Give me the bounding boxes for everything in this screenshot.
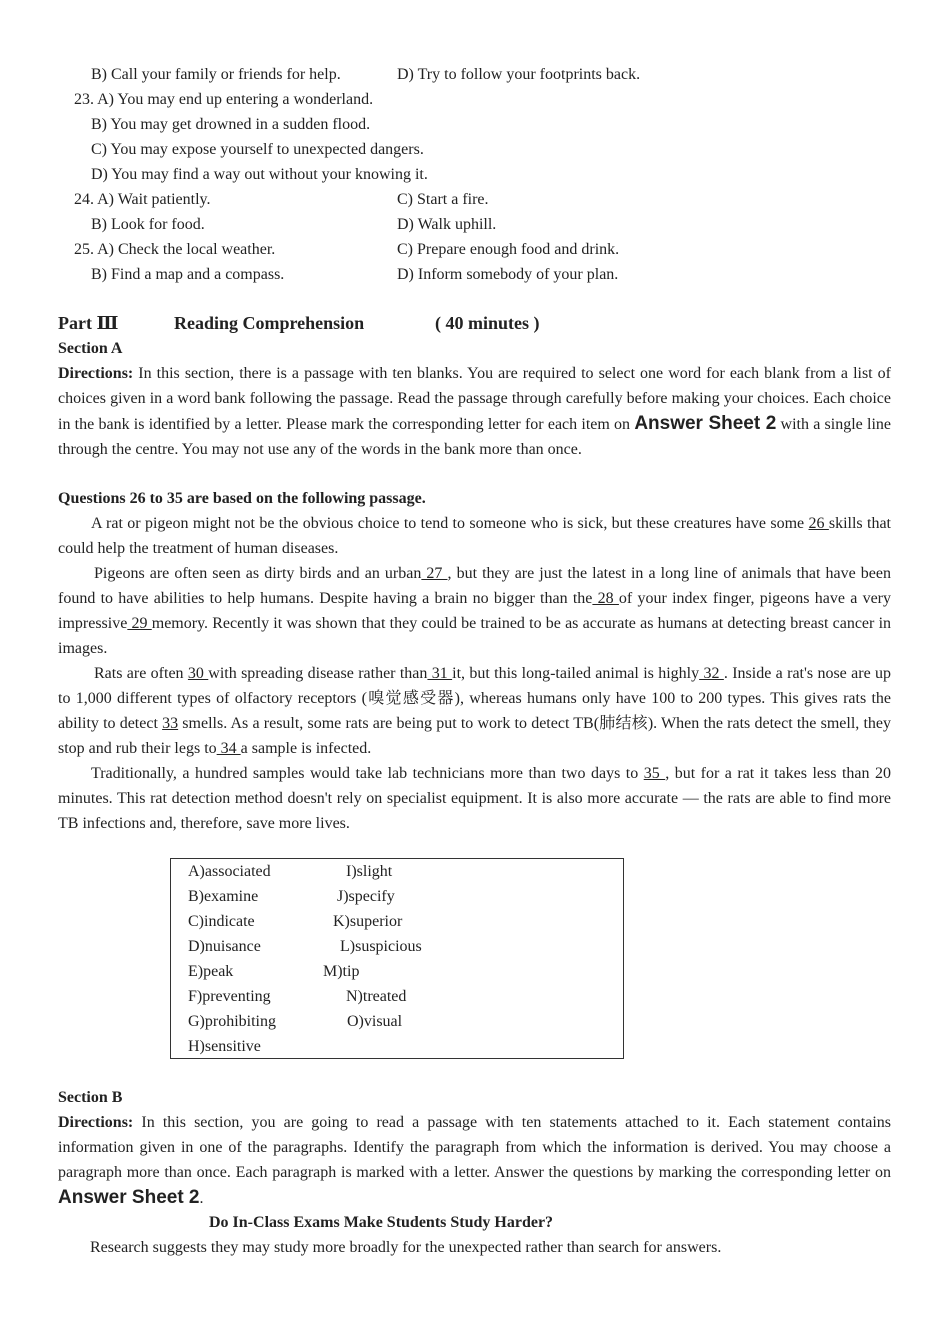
bank-word: G)prohibiting bbox=[188, 1013, 276, 1030]
directions-label: Directions: bbox=[58, 365, 134, 382]
directions-text: In this section, you are going to read a passage with ten statements attached to it. Each statement contains information given in one of the paragraphs. Identify the paragraph from which the information is derived. You may choose a paragraph more than once. Each paragraph is marked with a letter. Answer the questions by marking the corresponding letter on bbox=[58, 1114, 891, 1181]
p3-text-e: . Inside a rat's nose are up to 1,000 different types of olfactory receptors (嗅觉感受器), whereas humans only have 100 to 200 types. This gives rats the ability to detect bbox=[58, 665, 892, 732]
bank-word: E)peak bbox=[188, 963, 234, 980]
q24-option-b: B) Look for food. bbox=[91, 216, 205, 233]
word-bank bbox=[170, 858, 624, 1059]
questions-heading: Questions 26 to 35 are based on the following passage. bbox=[58, 490, 426, 507]
directions-text: In this section, there is a passage with ten blanks. You are required to select one word for each blank from a list of choices given in a word bank following the passage. Read the passage through carefully before making your choices. Each choice in the bank is identified by a letter. Please mark the corresponding letter for each item on bbox=[58, 365, 891, 433]
section-b-directions bbox=[58, 1110, 891, 1211]
q23-option-b: B) You may get drowned in a sudden flood. bbox=[91, 116, 371, 133]
passage-subtitle: Research suggests they may study more broadly for the unexpected rather than search for answers. bbox=[90, 1239, 722, 1256]
answer-sheet-ref: Answer Sheet 2 bbox=[634, 413, 777, 434]
p2-text-d: of your index finger, pigeons have a very impressive bbox=[58, 590, 892, 632]
p3-text-g: a sample is infected. bbox=[240, 740, 372, 757]
q25-option-a: 25. A) Check the local weather. bbox=[74, 241, 276, 258]
p4-text-c: , but for a rat it takes less than 20 minutes. This rat detection method doesn't rely on specialist equipment. It is also more accurate — the rats are able to find more TB infections and, therefore, save more lives. bbox=[58, 765, 892, 832]
directions-tail: . bbox=[199, 1190, 204, 1207]
passage-paragraph-1 bbox=[58, 511, 891, 561]
section-a-heading: Section A bbox=[58, 340, 123, 357]
p3-text-c: with spreading disease rather than bbox=[208, 665, 428, 682]
section-a-directions bbox=[58, 361, 891, 462]
passage-paragraph-4 bbox=[58, 761, 891, 836]
blank-28: 28 bbox=[592, 590, 619, 607]
bank-word: H)sensitive bbox=[188, 1038, 261, 1055]
bank-word: D)nuisance bbox=[188, 938, 261, 955]
blank-34: 34 bbox=[216, 740, 241, 757]
q23-option-a: 23. A) You may end up entering a wonderland. bbox=[74, 91, 374, 108]
bank-word: N)treated bbox=[346, 988, 407, 1005]
q25-option-d: D) Inform somebody of your plan. bbox=[397, 266, 619, 283]
bank-word: L)suspicious bbox=[340, 938, 422, 955]
p2-text-e: memory. Recently it was shown that they could be trained to be as accurate as humans at detecting breast cancer in images. bbox=[58, 615, 892, 657]
q23-option-d: D) You may find a way out without your knowing it. bbox=[91, 166, 428, 183]
p3-text-d: it, but this long-tailed animal is highly bbox=[452, 665, 700, 682]
blank-31: 31 bbox=[427, 665, 453, 682]
p2-text-a: Pigeons are often seen as dirty birds and an urban bbox=[94, 565, 422, 582]
bank-word: O)visual bbox=[347, 1013, 403, 1030]
bank-word: J)specify bbox=[337, 888, 395, 905]
blank-27: 27 bbox=[421, 565, 448, 582]
section-b-heading: Section B bbox=[58, 1089, 123, 1106]
p4-text-a: Traditionally, a hundred samples would take lab technicians more than two days to bbox=[91, 765, 644, 782]
p2-text-c: , but they are just the latest in a long line of animals that have been found to have abilities to help humans. Despite having a brain no bigger than the bbox=[58, 565, 892, 607]
blank-30: 30 bbox=[187, 665, 209, 682]
passage-paragraph-2 bbox=[58, 561, 891, 661]
q25-option-b: B) Find a map and a compass. bbox=[91, 266, 285, 283]
bank-word: F)preventing bbox=[188, 988, 271, 1005]
part3-label: Part Ⅲ bbox=[58, 313, 119, 333]
bank-word: I)slight bbox=[346, 863, 393, 880]
q24-option-d: D) Walk uphill. bbox=[397, 216, 497, 233]
part3-title: Reading Comprehension bbox=[174, 313, 365, 333]
blank-29: 29 bbox=[127, 615, 152, 632]
blank-26: 26 bbox=[808, 515, 829, 532]
q25-option-c: C) Prepare enough food and drink. bbox=[397, 241, 620, 258]
p1-text-c: skills that could help the treatment of human diseases. bbox=[58, 515, 891, 557]
part3-time: ( 40 minutes ) bbox=[435, 313, 540, 333]
blank-35: 35 bbox=[643, 765, 666, 782]
p3-text-a: Rats are often bbox=[94, 665, 188, 682]
bank-word: M)tip bbox=[323, 963, 360, 980]
q23-option-c: C) You may expose yourself to unexpected dangers. bbox=[91, 141, 424, 158]
blank-33: 33 bbox=[162, 715, 179, 732]
q22-option-b: B) Call your family or friends for help. bbox=[91, 66, 341, 83]
directions-tail: with a single line through the centre. You may not use any of the words in the bank more than once. bbox=[58, 416, 892, 458]
bank-word: K)superior bbox=[333, 913, 403, 930]
bank-word: A)associated bbox=[188, 863, 271, 880]
passage-title: Do In-Class Exams Make Students Study Harder? bbox=[209, 1214, 554, 1231]
p1-text-a: A rat or pigeon might not be the obvious choice to tend to someone who is sick, but these creatures have some bbox=[91, 515, 809, 532]
passage-paragraph-3 bbox=[58, 661, 891, 761]
q22-option-d: D) Try to follow your footprints back. bbox=[397, 66, 641, 83]
q24-option-c: C) Start a fire. bbox=[397, 191, 489, 208]
bank-word: C)indicate bbox=[188, 913, 255, 930]
p3-text-f: smells. As a result, some rats are being put to work to detect TB(肺结核). When the rats detect the smell, they stop and rub their legs to bbox=[58, 715, 891, 757]
directions-label: Directions: bbox=[58, 1114, 134, 1131]
blank-32: 32 bbox=[699, 665, 724, 682]
bank-word: B)examine bbox=[188, 888, 259, 905]
q24-option-a: 24. A) Wait patiently. bbox=[74, 191, 211, 208]
answer-sheet-ref: Answer Sheet 2 bbox=[58, 1187, 200, 1208]
